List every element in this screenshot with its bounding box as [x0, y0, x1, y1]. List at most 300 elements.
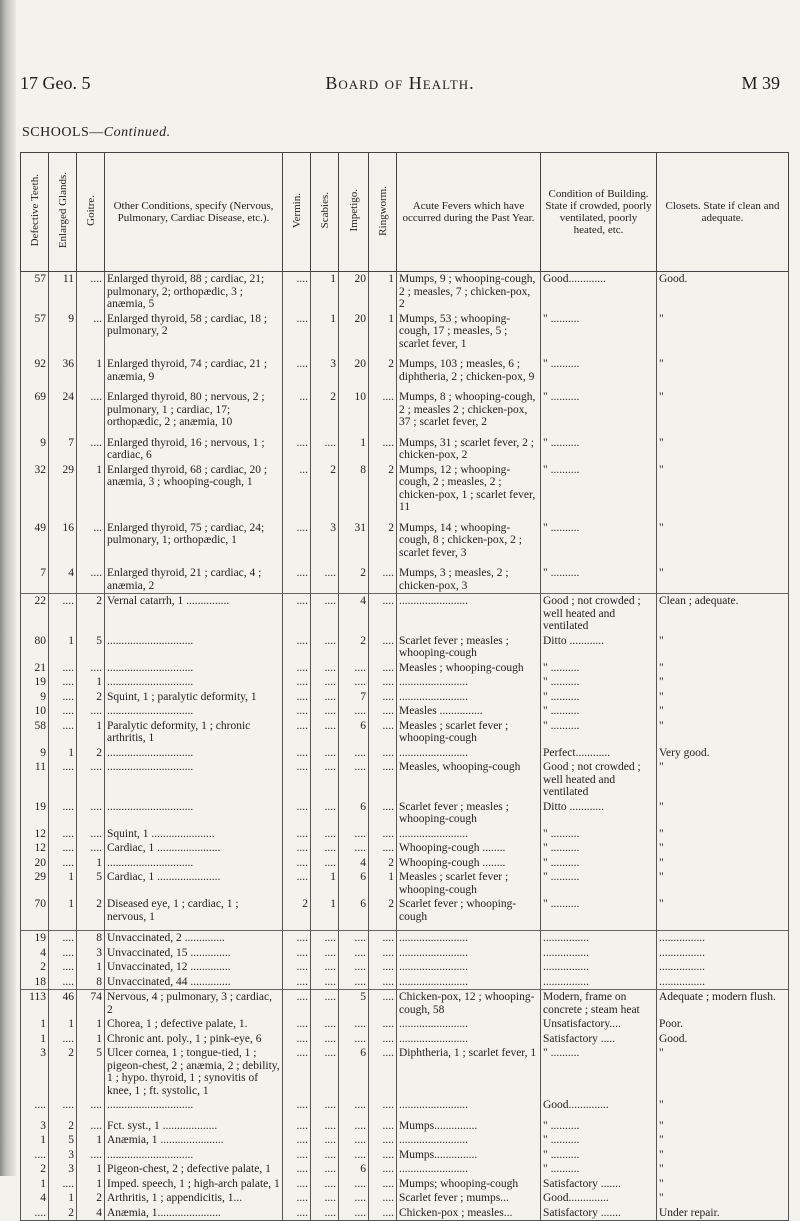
cell-teeth: 19 [21, 675, 49, 690]
cell-vermin: .... [283, 566, 311, 594]
cell-vermin: .... [283, 827, 311, 842]
cell-goitre: ... [77, 521, 105, 561]
cell-vermin: .... [283, 990, 311, 1018]
cell-glands: .... [49, 690, 77, 705]
cell-goitre: .... [77, 841, 105, 856]
cell-building: " .......... [541, 463, 657, 515]
cell-other: Diseased eye, 1 ; cardiac, 1 ; nervous, 1 [105, 897, 283, 924]
cell-closets: " [657, 897, 789, 924]
cell-ringworm: .... [369, 1191, 397, 1206]
cell-glands: 46 [49, 990, 77, 1018]
cell-glands: 4 [49, 566, 77, 594]
cell-building: " .......... [541, 312, 657, 352]
cell-glands: 5 [49, 1133, 77, 1148]
cell-glands: 7 [49, 436, 77, 463]
cell-closets: " [657, 661, 789, 676]
cell-teeth: 80 [21, 634, 49, 661]
cell-ringworm: 2 [369, 357, 397, 384]
cell-closets: " [657, 390, 789, 430]
cell-scabies: .... [311, 1119, 339, 1134]
cell-fevers: Whooping-cough ........ [397, 856, 541, 871]
cell-closets: " [657, 800, 789, 827]
cell-scabies: .... [311, 1148, 339, 1163]
cell-building: " .......... [541, 1162, 657, 1177]
cell-glands: .... [49, 661, 77, 676]
cell-other: Enlarged thyroid, 88 ; cardiac, 21; pulmonary, 2; orthopædic, 3 ; anæmia, 5 [105, 272, 283, 312]
cell-goitre: 5 [77, 634, 105, 661]
cell-teeth: 32 [21, 463, 49, 515]
cell-building: Ditto ............ [541, 634, 657, 661]
table-row [21, 272, 789, 312]
cell-ringworm: .... [369, 800, 397, 827]
cell-glands: 2 [49, 1119, 77, 1134]
cell-vermin: .... [283, 760, 311, 800]
table-row [21, 931, 789, 946]
cell-scabies: .... [311, 661, 339, 676]
table-row [21, 841, 789, 856]
cell-goitre: .... [77, 566, 105, 594]
cell-ringworm: .... [369, 1177, 397, 1192]
table-row [21, 436, 789, 463]
cell-vermin: .... [283, 594, 311, 634]
cell-scabies: .... [311, 1046, 339, 1098]
cell-glands: 9 [49, 312, 77, 352]
cell-scabies: .... [311, 1206, 339, 1221]
cell-other: .............................. [105, 1098, 283, 1113]
cell-impetigo: .... [339, 841, 369, 856]
cell-teeth: 9 [21, 436, 49, 463]
cell-other: Anæmia, 1 ...................... [105, 1133, 283, 1148]
cell-teeth: 2 [21, 1162, 49, 1177]
col-header-enlarged-glands: Enlarged Glands. [49, 153, 77, 272]
cell-glands: 1 [49, 746, 77, 761]
table-row [21, 661, 789, 676]
cell-closets: " [657, 1148, 789, 1163]
table-row [21, 975, 789, 990]
cell-vermin: ... [283, 390, 311, 430]
cell-impetigo: 6 [339, 1162, 369, 1177]
cell-closets: " [657, 1177, 789, 1192]
cell-goitre: 1 [77, 1177, 105, 1192]
cell-teeth: 10 [21, 704, 49, 719]
cell-scabies: 1 [311, 312, 339, 352]
schools-table [20, 152, 789, 1221]
cell-goitre: 8 [77, 931, 105, 946]
cell-closets: " [657, 436, 789, 463]
cell-ringworm: 1 [369, 870, 397, 897]
cell-teeth: 4 [21, 1191, 49, 1206]
cell-fevers: Mumps............... [397, 1119, 541, 1134]
cell-teeth: 1 [21, 1133, 49, 1148]
cell-glands: .... [49, 960, 77, 975]
cell-fevers: Mumps, 103 ; measles, 6 ; diphtheria, 2 ; chicken-pox, 9 [397, 357, 541, 384]
cell-other: Vernal catarrh, 1 ............... [105, 594, 283, 634]
cell-fevers: ........................ [397, 594, 541, 634]
cell-goitre: 1 [77, 719, 105, 746]
cell-fevers: Measles ; scarlet fever ; whooping-cough [397, 870, 541, 897]
table-row [21, 690, 789, 705]
cell-glands: .... [49, 856, 77, 871]
cell-scabies: .... [311, 990, 339, 1018]
cell-scabies: .... [311, 827, 339, 842]
cell-other: .............................. [105, 856, 283, 871]
cell-building: Good.............. [541, 1191, 657, 1206]
cell-teeth: 1 [21, 1017, 49, 1032]
cell-goitre: 1 [77, 675, 105, 690]
cell-glands: .... [49, 1032, 77, 1047]
table-row [21, 675, 789, 690]
cell-ringworm: 2 [369, 463, 397, 515]
cell-other: Squint, 1 ...................... [105, 827, 283, 842]
cell-scabies: .... [311, 436, 339, 463]
cell-other: .............................. [105, 634, 283, 661]
cell-scabies: .... [311, 960, 339, 975]
cell-vermin: .... [283, 1119, 311, 1134]
cell-scabies: .... [311, 594, 339, 634]
cell-teeth: 69 [21, 390, 49, 430]
cell-goitre: 2 [77, 746, 105, 761]
cell-building: " .......... [541, 1133, 657, 1148]
cell-fevers: Mumps, 9 ; whooping-cough, 2 ; measles, 7 ; chicken-pox, 2 [397, 272, 541, 312]
cell-impetigo: .... [339, 661, 369, 676]
cell-goitre: ... [77, 312, 105, 352]
cell-building: Unsatisfactory.... [541, 1017, 657, 1032]
cell-goitre: 4 [77, 1206, 105, 1221]
cell-goitre: .... [77, 760, 105, 800]
header-title: Board of Health. [325, 73, 475, 93]
col-header-vermin: Vermin. [283, 153, 311, 272]
cell-goitre: 1 [77, 357, 105, 384]
cell-closets: " [657, 1191, 789, 1206]
cell-ringworm: .... [369, 690, 397, 705]
cell-scabies: .... [311, 675, 339, 690]
cell-closets: " [657, 1133, 789, 1148]
cell-impetigo: .... [339, 1148, 369, 1163]
cell-ringworm: .... [369, 566, 397, 594]
cell-impetigo: .... [339, 760, 369, 800]
cell-fevers: Measles ............... [397, 704, 541, 719]
cell-fevers: Mumps, 53 ; whooping-cough, 17 ; measles, 5 ; scarlet fever, 1 [397, 312, 541, 352]
cell-fevers: Chicken-pox, 12 ; whooping-cough, 58 [397, 990, 541, 1018]
cell-impetigo: 31 [339, 521, 369, 561]
section-title-suffix: Continued. [103, 125, 171, 140]
cell-scabies: .... [311, 566, 339, 594]
cell-vermin: .... [283, 931, 311, 946]
cell-closets: " [657, 521, 789, 561]
cell-closets: ................ [657, 960, 789, 975]
cell-ringworm: .... [369, 1206, 397, 1221]
cell-fevers: ........................ [397, 975, 541, 990]
cell-fevers: Scarlet fever ; measles ; whooping-cough [397, 800, 541, 827]
cell-closets: " [657, 1046, 789, 1098]
cell-building: Perfect............ [541, 746, 657, 761]
cell-building: " .......... [541, 1148, 657, 1163]
cell-closets: " [657, 856, 789, 871]
cell-impetigo: 10 [339, 390, 369, 430]
cell-vermin: .... [283, 975, 311, 990]
cell-scabies: 1 [311, 870, 339, 897]
cell-ringworm: .... [369, 675, 397, 690]
cell-vermin: .... [283, 800, 311, 827]
cell-fevers: Mumps; whooping-cough [397, 1177, 541, 1192]
table-row [21, 594, 789, 634]
cell-vermin: .... [283, 436, 311, 463]
cell-teeth: 57 [21, 272, 49, 312]
cell-teeth: 2 [21, 960, 49, 975]
cell-impetigo: .... [339, 931, 369, 946]
cell-vermin: .... [283, 1148, 311, 1163]
cell-closets: Very good. [657, 746, 789, 761]
cell-building: " .......... [541, 521, 657, 561]
cell-goitre: .... [77, 436, 105, 463]
cell-closets: " [657, 1119, 789, 1134]
cell-goitre: .... [77, 800, 105, 827]
cell-ringworm: .... [369, 841, 397, 856]
cell-building: Satisfactory ....... [541, 1177, 657, 1192]
cell-other: Enlarged thyroid, 80 ; nervous, 2 ; pulmonary, 1 ; cardiac, 17; orthopædic, 2 ; anæmia, 10 [105, 390, 283, 430]
cell-vermin: .... [283, 1206, 311, 1221]
cell-impetigo: .... [339, 1206, 369, 1221]
cell-ringworm: .... [369, 1162, 397, 1177]
cell-vermin: ... [283, 463, 311, 515]
cell-scabies: .... [311, 634, 339, 661]
cell-teeth: 4 [21, 946, 49, 961]
cell-fevers: Chicken-pox ; measles... [397, 1206, 541, 1221]
cell-ringworm: .... [369, 1098, 397, 1113]
cell-glands: 1 [49, 897, 77, 924]
cell-closets: " [657, 463, 789, 515]
cell-glands: .... [49, 841, 77, 856]
cell-other: Paralytic deformity, 1 ; chronic arthritis, 1 [105, 719, 283, 746]
cell-goitre: 74 [77, 990, 105, 1018]
cell-vermin: .... [283, 1191, 311, 1206]
cell-goitre: 1 [77, 856, 105, 871]
cell-building: " .......... [541, 1046, 657, 1098]
cell-glands: .... [49, 704, 77, 719]
cell-ringworm: .... [369, 960, 397, 975]
cell-building: " .......... [541, 856, 657, 871]
cell-closets: " [657, 690, 789, 705]
cell-goitre: .... [77, 704, 105, 719]
cell-goitre: 2 [77, 897, 105, 924]
cell-ringworm: .... [369, 704, 397, 719]
cell-fevers: Measles, whooping-cough [397, 760, 541, 800]
col-header-defective-teeth: Defective Teeth. [21, 153, 49, 272]
cell-teeth: 70 [21, 897, 49, 924]
cell-building: ................ [541, 960, 657, 975]
cell-building: " .......... [541, 436, 657, 463]
cell-impetigo: .... [339, 1177, 369, 1192]
cell-closets: ................ [657, 931, 789, 946]
cell-goitre: 2 [77, 690, 105, 705]
cell-goitre: .... [77, 827, 105, 842]
cell-other: Ulcer cornea, 1 ; tongue-tied, 1 ; pigeon-chest, 2 ; anæmia, 2 ; debility, 1 ; hypo. thyroid, 1 ; synovitis of knee, 1 ; ft. systolic, 1 [105, 1046, 283, 1098]
cell-teeth: 9 [21, 690, 49, 705]
table-row [21, 990, 789, 1018]
table-row [21, 1133, 789, 1148]
table-row [21, 357, 789, 384]
cell-vermin: .... [283, 272, 311, 312]
cell-impetigo: 6 [339, 897, 369, 924]
cell-ringworm: .... [369, 946, 397, 961]
cell-fevers: ........................ [397, 1133, 541, 1148]
cell-scabies: .... [311, 800, 339, 827]
col-header-scabies: Scabies. [311, 153, 339, 272]
cell-scabies: 1 [311, 272, 339, 312]
cell-scabies: .... [311, 1098, 339, 1113]
cell-other: Enlarged thyroid, 75 ; cardiac, 24; pulmonary, 1; orthopædic, 1 [105, 521, 283, 561]
cell-impetigo: .... [339, 1032, 369, 1047]
cell-impetigo: 8 [339, 463, 369, 515]
cell-scabies: .... [311, 975, 339, 990]
cell-fevers: Whooping-cough ........ [397, 841, 541, 856]
cell-goitre: 1 [77, 960, 105, 975]
cell-building: Good............. [541, 272, 657, 312]
cell-other: Pigeon-chest, 2 ; defective palate, 1 [105, 1162, 283, 1177]
cell-teeth: 11 [21, 760, 49, 800]
cell-impetigo: 6 [339, 719, 369, 746]
cell-fevers: Scarlet fever ; mumps... [397, 1191, 541, 1206]
cell-scabies: 1 [311, 897, 339, 924]
table-row [21, 856, 789, 871]
cell-building: Good ; not crowded ; well heated and ventilated [541, 594, 657, 634]
cell-fevers: ........................ [397, 1017, 541, 1032]
cell-goitre: .... [77, 390, 105, 430]
cell-fevers: Mumps, 12 ; whooping-cough, 2 ; measles, 2 ; chicken-pox, 1 ; scarlet fever, 11 [397, 463, 541, 515]
cell-vermin: .... [283, 1162, 311, 1177]
cell-other: Chronic ant. poly., 1 ; pink-eye, 6 [105, 1032, 283, 1047]
table-row [21, 1119, 789, 1134]
cell-building: " .......... [541, 870, 657, 897]
cell-other: .............................. [105, 760, 283, 800]
cell-teeth: .... [21, 1098, 49, 1113]
cell-other: Squint, 1 ; paralytic deformity, 1 [105, 690, 283, 705]
cell-vermin: .... [283, 661, 311, 676]
cell-goitre: 1 [77, 1017, 105, 1032]
table-row [21, 1206, 789, 1221]
cell-building: Good.............. [541, 1098, 657, 1113]
table-row [21, 1162, 789, 1177]
cell-fevers: ........................ [397, 827, 541, 842]
cell-other: Enlarged thyroid, 68 ; cardiac, 20 ; anæmia, 3 ; whooping-cough, 1 [105, 463, 283, 515]
cell-glands: .... [49, 1177, 77, 1192]
table-row [21, 719, 789, 746]
cell-scabies: .... [311, 1133, 339, 1148]
cell-scabies: 2 [311, 463, 339, 515]
cell-scabies: 3 [311, 521, 339, 561]
cell-teeth: 49 [21, 521, 49, 561]
table-body [21, 272, 789, 1221]
cell-scabies: .... [311, 946, 339, 961]
cell-fevers: Mumps............... [397, 1148, 541, 1163]
table-row [21, 897, 789, 924]
cell-ringworm: .... [369, 1032, 397, 1047]
cell-other: Enlarged thyroid, 74 ; cardiac, 21 ; anæmia, 9 [105, 357, 283, 384]
cell-ringworm: .... [369, 975, 397, 990]
cell-fevers: Measles ; scarlet fever ; whooping-cough [397, 719, 541, 746]
cell-closets: " [657, 312, 789, 352]
cell-impetigo: 20 [339, 312, 369, 352]
cell-ringworm: .... [369, 1133, 397, 1148]
cell-ringworm: 2 [369, 897, 397, 924]
cell-teeth: 9 [21, 746, 49, 761]
cell-teeth: 58 [21, 719, 49, 746]
cell-fevers: ........................ [397, 746, 541, 761]
cell-goitre: 5 [77, 1046, 105, 1098]
cell-impetigo: .... [339, 975, 369, 990]
cell-scabies: .... [311, 841, 339, 856]
cell-building: " .......... [541, 690, 657, 705]
cell-closets: Poor. [657, 1017, 789, 1032]
table-row [21, 1177, 789, 1192]
cell-impetigo: .... [339, 1133, 369, 1148]
cell-other: Nervous, 4 ; pulmonary, 3 ; cardiac, 2 [105, 990, 283, 1018]
cell-vermin: .... [283, 856, 311, 871]
cell-teeth: 7 [21, 566, 49, 594]
cell-vermin: .... [283, 946, 311, 961]
cell-closets: Good. [657, 272, 789, 312]
cell-closets: " [657, 870, 789, 897]
cell-closets: " [657, 357, 789, 384]
table-row [21, 704, 789, 719]
cell-fevers: ........................ [397, 675, 541, 690]
cell-scabies: .... [311, 1177, 339, 1192]
cell-glands: .... [49, 827, 77, 842]
cell-goitre: 1 [77, 1162, 105, 1177]
cell-closets: " [657, 841, 789, 856]
cell-impetigo: .... [339, 704, 369, 719]
cell-scabies: .... [311, 1032, 339, 1047]
cell-other: Unvaccinated, 12 .............. [105, 960, 283, 975]
cell-other: .............................. [105, 704, 283, 719]
col-header-closets: Closets. State if clean and adequate. [657, 153, 789, 272]
cell-impetigo: 20 [339, 272, 369, 312]
cell-other: .............................. [105, 1148, 283, 1163]
cell-teeth: 19 [21, 800, 49, 827]
cell-goitre: .... [77, 1148, 105, 1163]
table-row [21, 746, 789, 761]
cell-building: " .......... [541, 390, 657, 430]
cell-ringworm: .... [369, 661, 397, 676]
cell-building: " .......... [541, 566, 657, 594]
cell-goitre: 1 [77, 1133, 105, 1148]
cell-teeth: 12 [21, 827, 49, 842]
table-row [21, 390, 789, 430]
cell-glands: 36 [49, 357, 77, 384]
cell-glands: 1 [49, 1191, 77, 1206]
cell-teeth: 12 [21, 841, 49, 856]
cell-glands: 1 [49, 870, 77, 897]
cell-teeth: 22 [21, 594, 49, 634]
cell-building: " .......... [541, 1119, 657, 1134]
cell-goitre: .... [77, 661, 105, 676]
cell-closets: " [657, 704, 789, 719]
cell-other: .............................. [105, 746, 283, 761]
cell-fevers: Diphtheria, 1 ; scarlet fever, 1 [397, 1046, 541, 1098]
cell-other: Cardiac, 1 ...................... [105, 870, 283, 897]
section-title-text: SCHOOLS— [22, 125, 104, 140]
cell-ringworm: .... [369, 1046, 397, 1098]
cell-closets: Under repair. [657, 1206, 789, 1221]
cell-ringworm: .... [369, 746, 397, 761]
cell-building: Modern, frame on concrete ; steam heat [541, 990, 657, 1018]
cell-impetigo: 2 [339, 634, 369, 661]
cell-glands: .... [49, 1098, 77, 1113]
section-title [22, 125, 171, 141]
cell-glands: .... [49, 931, 77, 946]
table-row [21, 760, 789, 800]
cell-impetigo: .... [339, 1098, 369, 1113]
